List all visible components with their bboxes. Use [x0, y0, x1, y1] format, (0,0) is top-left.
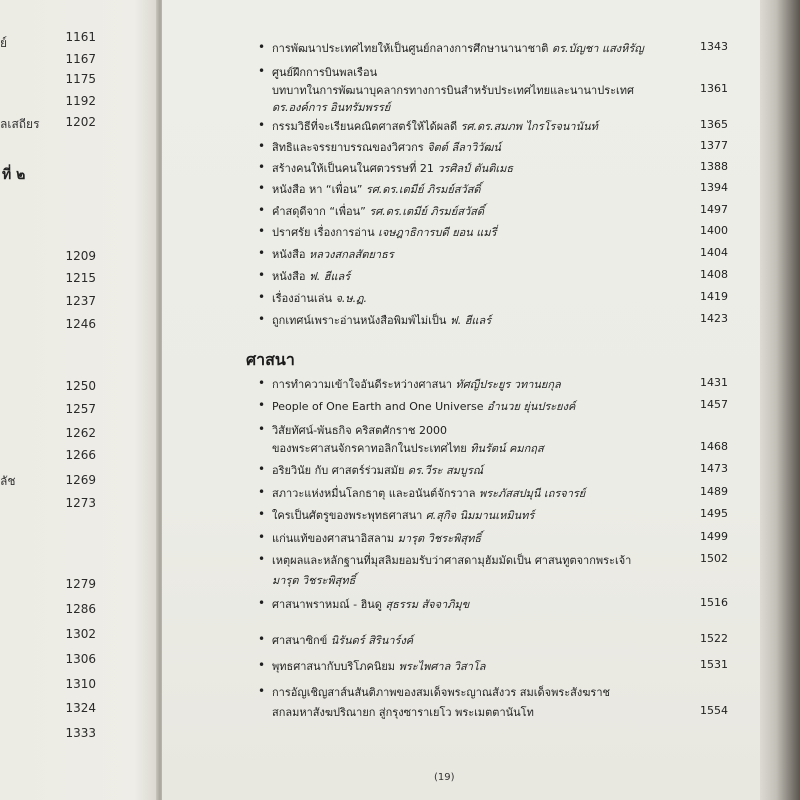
bullet-icon: •: [258, 160, 266, 174]
entry-title: สิทธิและจรรยาบรรณของวิศวกร: [272, 141, 424, 154]
entry-author: มารุต วิชระพิสุทธิ์: [272, 574, 356, 587]
entry-page: 1495: [700, 507, 728, 520]
entry-page: 1497: [700, 203, 728, 216]
bullet-icon: •: [258, 224, 266, 238]
entry-page: 1531: [700, 658, 728, 671]
entry-title: หนังสือ: [272, 248, 306, 261]
left-page-number: 1286: [65, 602, 96, 616]
bullet-icon: •: [258, 139, 266, 153]
left-fragment: ลัช: [0, 474, 16, 488]
bullet-icon: •: [258, 203, 266, 217]
bullet-icon: •: [258, 422, 266, 436]
entry-page: 1361: [700, 82, 728, 95]
bullet-icon: •: [258, 632, 266, 646]
bullet-icon: •: [258, 485, 266, 499]
left-page-number: 1306: [65, 652, 96, 666]
entry-page: 1365: [700, 118, 728, 131]
entry-author: เจษฎาธิการบดี ยอน แมรี่: [378, 226, 497, 239]
entry-title: พุทธศาสนากับบริโภคนิยม: [272, 660, 396, 673]
entry-author: รศ.ดร.เตมีย์ ภิรมย์สวัสดิ์: [369, 205, 484, 218]
left-page-number: 1192: [65, 94, 96, 108]
left-page-number: 1246: [65, 317, 96, 331]
entry-title: สกลมหาสังฆปริณายก สู่กรุงซาราเยโว พระเมตตานันโท: [272, 706, 534, 719]
entry-author: มารุต วิชระพิสุทธิ์: [397, 532, 482, 545]
entry-page: 1408: [700, 268, 728, 281]
left-page-number: 1302: [65, 627, 96, 641]
left-page-number: 1269: [65, 473, 96, 487]
bullet-icon: •: [258, 40, 266, 54]
entry-author: ศ.สุกิจ นิมมานเหมินทร์: [425, 509, 535, 522]
entry-title: แก่นแท้ของศาสนาอิสลาม: [272, 532, 395, 545]
entry-title: ถูกเทศน์เพราะอ่านหนังสือพิมพ์ไม่เป็น: [272, 314, 447, 327]
entry-title: คำสดุดีจาก “เพื่อน”: [272, 205, 366, 218]
page-footer-number: (19): [434, 772, 455, 783]
entry-page: 1457: [700, 398, 728, 411]
entry-author: ดร.บัญชา แสงหิรัญ: [551, 42, 644, 55]
bullet-icon: •: [258, 684, 266, 698]
entry-page: 1377: [700, 139, 728, 152]
left-page-number: 1161: [65, 30, 96, 44]
left-page-number: 1167: [65, 52, 96, 66]
left-page-number: 1175: [65, 72, 96, 86]
bullet-icon: •: [258, 552, 266, 566]
entry-page: 1468: [700, 440, 728, 453]
right-page: [162, 0, 762, 800]
left-page-number: 1257: [65, 402, 96, 416]
entry-title: บทบาทในการพัฒนาบุคลากรทางการบินสำหรับประเทศไทยและนานาประเทศ: [272, 84, 635, 97]
entry-title: เหตุผลและหลักฐานที่มุสลิมยอมรับว่าศาสดามุฮัมมัดเป็น ศาสนทูตจากพระเจ้า: [272, 554, 632, 567]
entry-page: 1522: [700, 632, 728, 645]
bullet-icon: •: [258, 246, 266, 260]
entry-page: 1404: [700, 246, 728, 259]
book-page-edge: [760, 0, 800, 800]
entry-author: ทินรัตน์ คมกฤส: [470, 442, 544, 455]
entry-author: รศ.ดร.สมภพ ไกรโรจนานันท์: [460, 120, 598, 133]
left-page-number: 1266: [65, 448, 96, 462]
entry-page: 1431: [700, 376, 728, 389]
bullet-icon: •: [258, 658, 266, 672]
entry-title: การอัญเชิญสาส์นสันติภาพของสมเด็จพระญาณสังวร สมเด็จพระสังฆราช: [272, 686, 610, 699]
entry-page: 1473: [700, 462, 728, 475]
entry-author: อำนวย ยุ่นประยงค์: [487, 400, 576, 413]
entry-author: พระไพศาล วิสาโล: [398, 660, 486, 673]
entry-page: 1489: [700, 485, 728, 498]
entry-page: 1554: [700, 704, 728, 717]
entry-page: 1394: [700, 181, 728, 194]
left-page-number: 1324: [65, 701, 96, 715]
entry-title: การทำความเข้าใจอันดีระหว่างศาสนา: [272, 378, 453, 391]
entry-page: 1419: [700, 290, 728, 303]
entry-page: 1400: [700, 224, 728, 237]
left-page-number: 1215: [65, 271, 96, 285]
entry-author: รศ.ดร.เตมีย์ ภิรมย์สวัสดิ์: [365, 183, 481, 196]
left-page-number: 1237: [65, 294, 96, 308]
left-page-number: 1273: [65, 496, 96, 510]
section-title: ศาสนา: [246, 350, 295, 369]
left-page-number: 1262: [65, 426, 96, 440]
entry-title: ใครเป็นศัตรูของพระพุทธศาสนา: [272, 509, 423, 522]
entry-page: 1423: [700, 312, 728, 325]
entry-author: ฟ. ฮีแลร์: [449, 314, 492, 327]
bullet-icon: •: [258, 398, 266, 412]
left-page-number: 1310: [65, 677, 96, 691]
bullet-icon: •: [258, 596, 266, 610]
bullet-icon: •: [258, 64, 266, 78]
entry-author: จิตต์ ลีลาวิวัฒน์: [427, 141, 501, 154]
entry-title: สภาวะแห่งหมื่นโลกธาตุ และอนันต์จักรวาล: [272, 487, 476, 500]
left-page-number: 1209: [65, 249, 96, 263]
entry-title: อริยวินัย กับ ศาสตร์ร่วมสมัย: [272, 464, 405, 477]
entry-title: การพัฒนาประเทศไทยให้เป็นศูนย์กลางการศึกษานานาชาติ: [272, 42, 549, 55]
entry-title: เรื่องอ่านเล่น: [272, 292, 332, 305]
entry-title: หนังสือ หา “เพื่อน”: [272, 183, 363, 196]
entry-author: ทัศญีประยูร วทานยกุล: [455, 378, 561, 391]
entry-page: 1502: [700, 552, 728, 565]
entry-page: 1499: [700, 530, 728, 543]
left-page-number: 1333: [65, 726, 96, 740]
bullet-icon: •: [258, 268, 266, 282]
entry-author: สุธรรม สัจจาภิมุข: [385, 598, 470, 611]
entry-title: ของพระศาสนจักรคาทอลิกในประเทศไทย: [272, 442, 467, 455]
entry-title: ศาสนาพราหมณ์ - ฮินดู: [272, 598, 382, 611]
bullet-icon: •: [258, 290, 266, 304]
entry-author: นิรันดร์ สิรินาร์งค์: [330, 634, 414, 647]
entry-title: กรรมวิธีที่จะเรียนคณิตศาสตร์ให้ได้ผลดี: [272, 120, 458, 133]
bullet-icon: •: [258, 530, 266, 544]
entry-title: People of One Earth and One Universe: [272, 400, 484, 413]
left-page-number: 1279: [65, 577, 96, 591]
entry-author: ฟ. ฮีแลร์: [308, 270, 351, 283]
left-fragment: ลเสถียร: [0, 117, 40, 131]
entry-title: ปราศรัย เรื่องการอ่าน: [272, 226, 375, 239]
entry-page: 1343: [700, 40, 728, 53]
entry-title: หนังสือ: [272, 270, 306, 283]
bullet-icon: •: [258, 462, 266, 476]
entry-page: 1516: [700, 596, 728, 609]
entry-title: ศาสนาซิกข์: [272, 634, 328, 647]
left-fragment: ย์: [0, 36, 8, 50]
entry-author: ดร.วีระ สมบูรณ์: [407, 464, 484, 477]
bullet-icon: •: [258, 376, 266, 390]
bullet-icon: •: [258, 181, 266, 195]
left-heading-fragment: ที่ ๒: [2, 167, 26, 183]
left-page-number: 1202: [65, 115, 96, 129]
bullet-icon: •: [258, 507, 266, 521]
left-page-number: 1250: [65, 379, 96, 393]
bullet-icon: •: [258, 312, 266, 326]
entry-page: 1388: [700, 160, 728, 173]
bullet-icon: •: [258, 118, 266, 132]
entry-author: พระภัสสปมุนี เถรจารย์: [478, 487, 586, 500]
entry-author: วรศิลป์ ตันติเมธ: [437, 162, 514, 175]
left-page: [0, 0, 158, 800]
entry-title: วิสัยทัศน์-พันธกิจ คริสตศักราช 2000: [272, 424, 447, 437]
entry-title: ศูนย์ฝึกการบินพลเรือน: [272, 66, 378, 79]
entry-author: หลวงสกลสัตยาธร: [308, 248, 394, 261]
entry-author: จ.ษ.ฏ.: [335, 292, 368, 305]
entry-title: สร้างคนให้เป็นคนในศตวรรษที่ 21: [272, 162, 434, 175]
entry-author: ดร.องค์การ อินทรัมพรรย์: [272, 101, 391, 114]
